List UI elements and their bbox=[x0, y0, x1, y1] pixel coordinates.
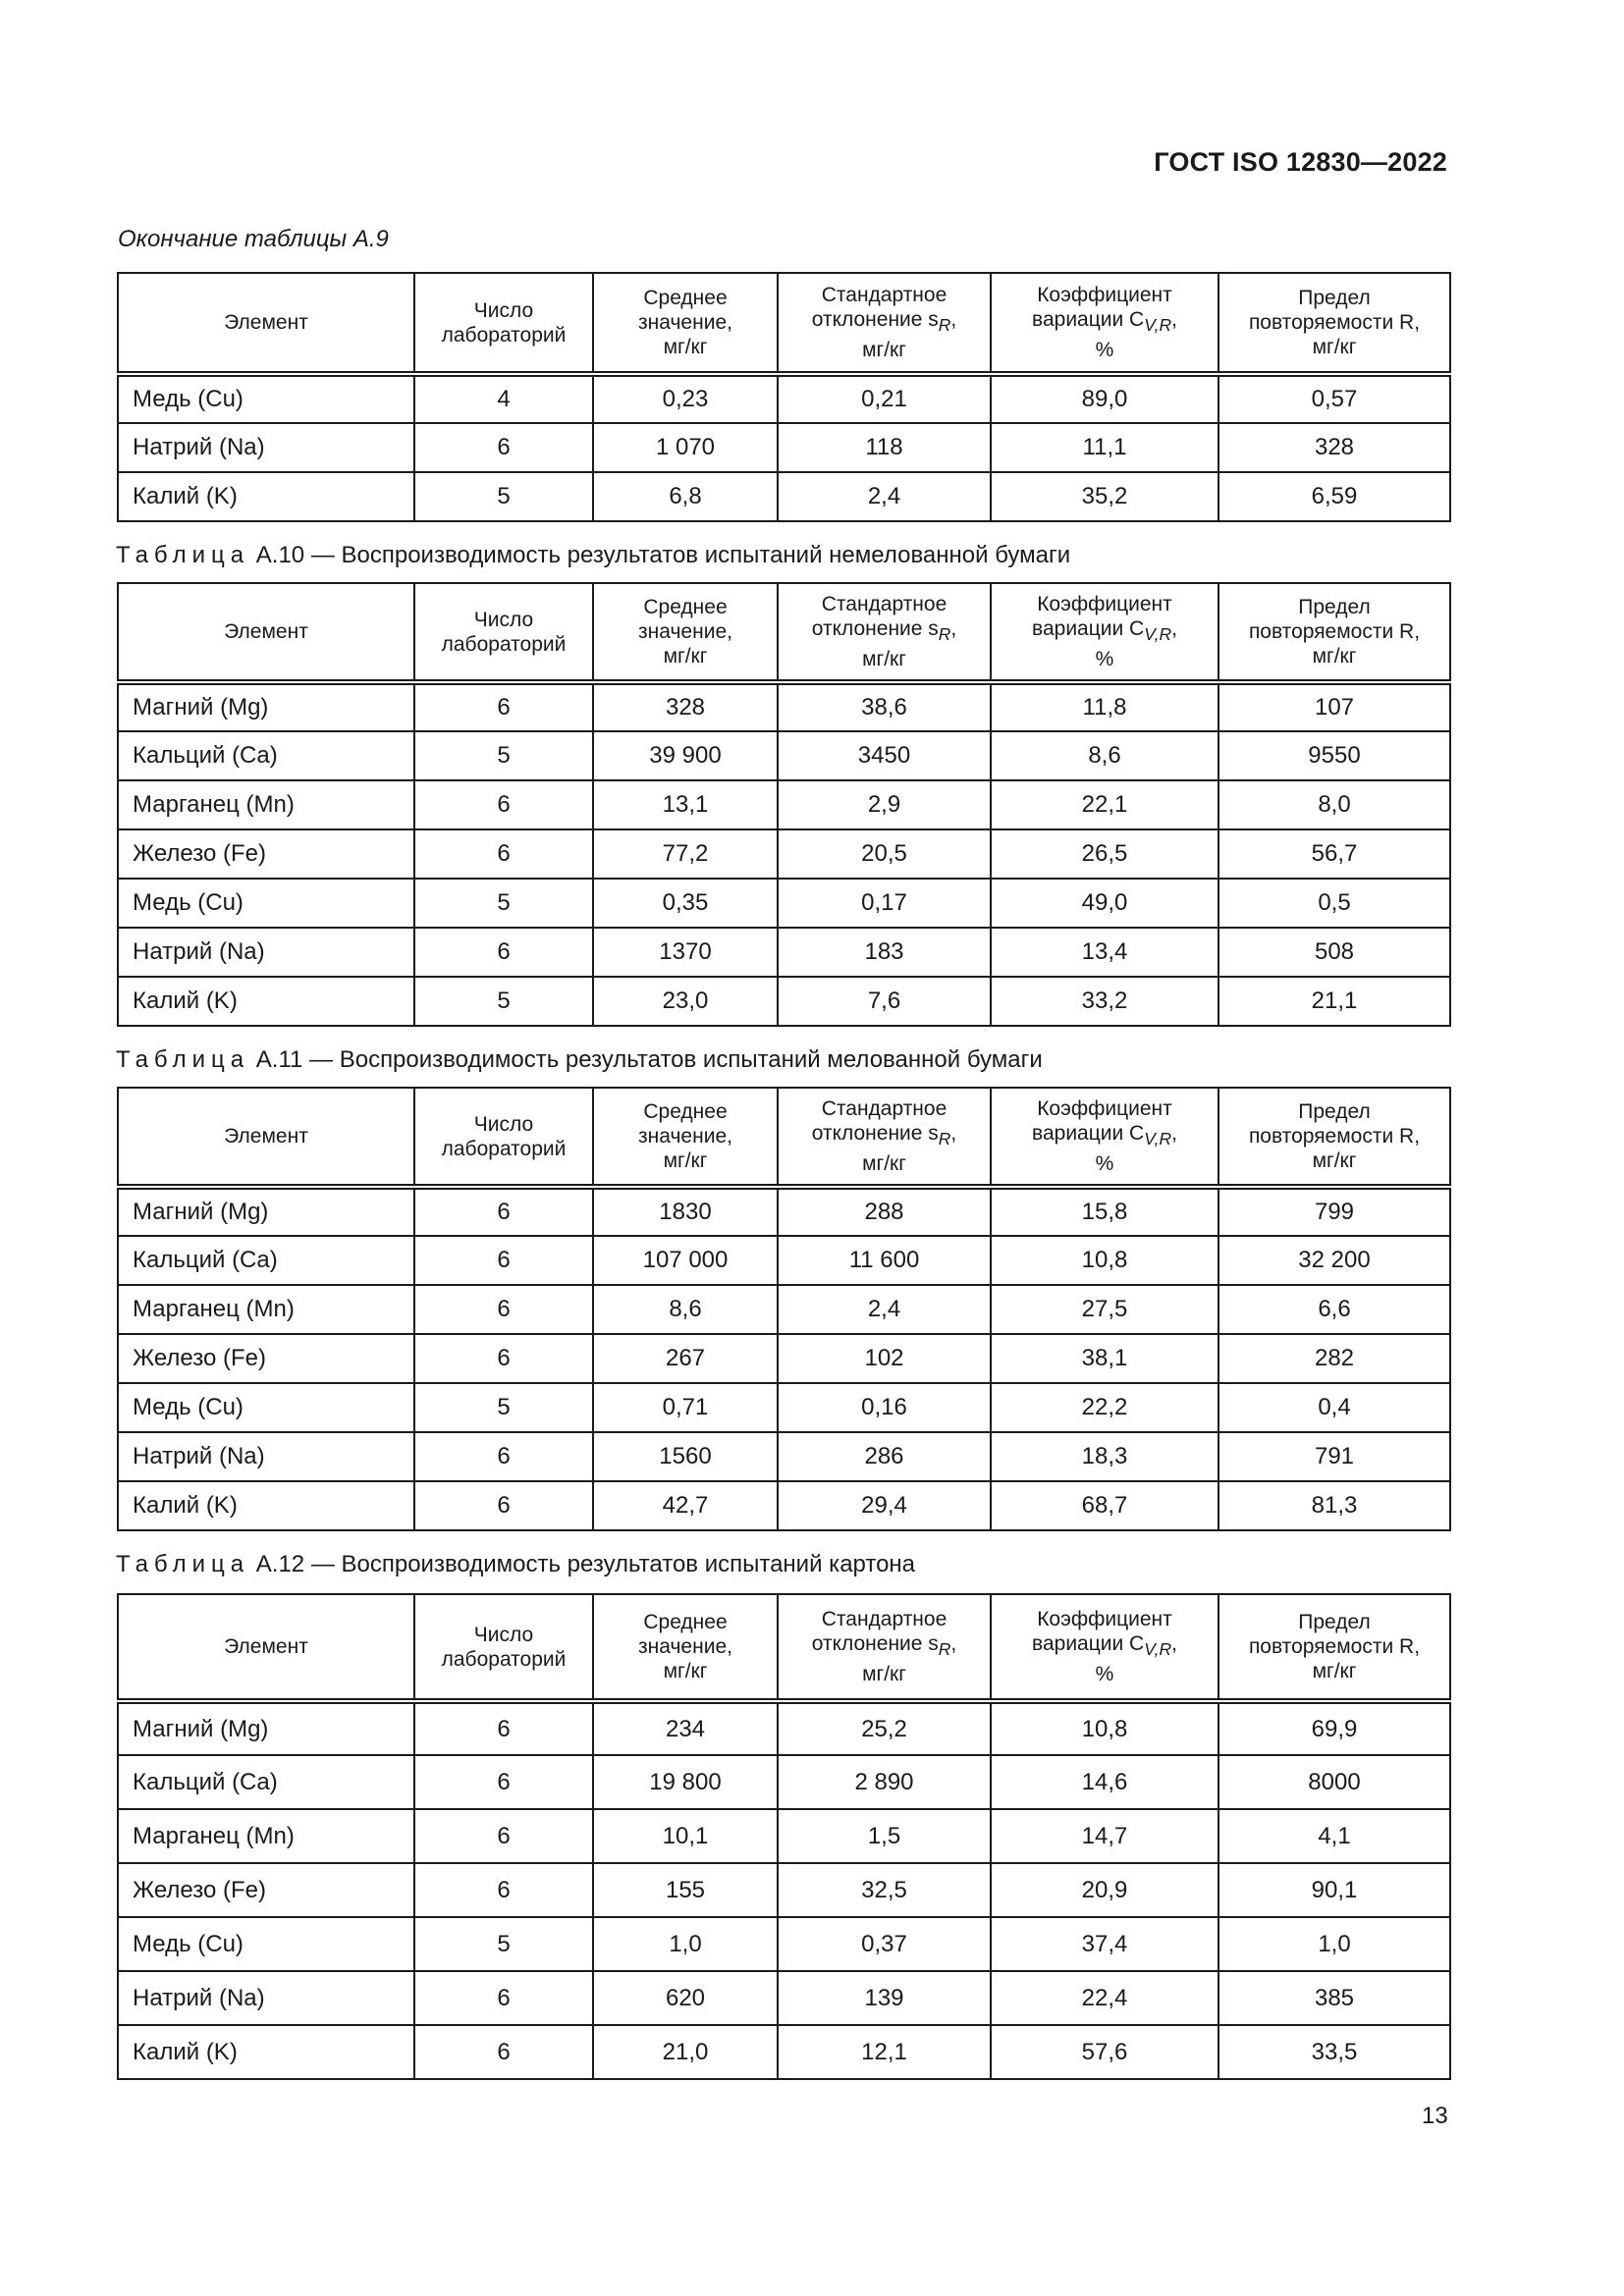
table-row bbox=[118, 731, 1450, 780]
cell-limit: 328 bbox=[1218, 423, 1450, 472]
cell-std-dev: 183 bbox=[778, 928, 991, 977]
cell-limit: 508 bbox=[1218, 928, 1450, 977]
header-element: Элемент bbox=[118, 1594, 414, 1701]
cell-lab-count: 6 bbox=[414, 829, 593, 879]
cell-element: Железо (Fe) bbox=[118, 829, 414, 879]
cell-lab-count: 5 bbox=[414, 472, 593, 521]
cell-lab-count: 6 bbox=[414, 423, 593, 472]
header-mean bbox=[593, 1088, 778, 1187]
cell-cv: 20,9 bbox=[991, 1863, 1218, 1917]
subscript: V,R bbox=[1144, 1129, 1172, 1149]
cell-mean: 267 bbox=[593, 1334, 778, 1383]
header-limit bbox=[1218, 583, 1450, 682]
cell-lab-count: 4 bbox=[414, 374, 593, 423]
table-row bbox=[118, 1917, 1450, 1971]
cell-element: Натрий (Na) bbox=[118, 1971, 414, 2025]
cell-std-dev: 29,4 bbox=[778, 1481, 991, 1530]
cell-element: Магний (Mg) bbox=[118, 1187, 414, 1236]
header-line: Предел bbox=[1298, 287, 1371, 309]
cell-mean: 155 bbox=[593, 1863, 778, 1917]
header-mean bbox=[593, 273, 778, 374]
header-line: , bbox=[1171, 1631, 1177, 1655]
cell-lab-count: 6 bbox=[414, 1334, 593, 1383]
header-line: отклонение s bbox=[811, 1631, 939, 1655]
cell-cv: 49,0 bbox=[991, 879, 1218, 928]
table-row bbox=[118, 928, 1450, 977]
cell-std-dev: 38,6 bbox=[778, 682, 991, 731]
cell-limit: 56,7 bbox=[1218, 829, 1450, 879]
table-label: Таблица bbox=[116, 1046, 250, 1073]
cell-element: Марганец (Mn) bbox=[118, 780, 414, 829]
cell-std-dev: 32,5 bbox=[778, 1863, 991, 1917]
cell-element: Калий (K) bbox=[118, 977, 414, 1026]
header-cv bbox=[991, 273, 1218, 374]
header-line: , bbox=[950, 1631, 957, 1655]
header-line: Предел bbox=[1298, 1100, 1371, 1123]
cell-mean: 21,0 bbox=[593, 2025, 778, 2079]
cell-mean: 19 800 bbox=[593, 1755, 778, 1809]
cell-mean: 39 900 bbox=[593, 731, 778, 780]
cell-lab-count: 6 bbox=[414, 1285, 593, 1334]
document-header: ГОСТ ISO 12830—2022 bbox=[1154, 147, 1447, 177]
cell-limit: 791 bbox=[1218, 1432, 1450, 1481]
header-line: Стандартное bbox=[821, 592, 947, 615]
header-line: % bbox=[1095, 1152, 1114, 1176]
cell-limit: 21,1 bbox=[1218, 977, 1450, 1026]
cell-std-dev: 2 890 bbox=[778, 1755, 991, 1809]
cell-std-dev: 20,5 bbox=[778, 829, 991, 879]
cell-element: Калий (K) bbox=[118, 1481, 414, 1530]
cell-lab-count: 5 bbox=[414, 1917, 593, 1971]
header-line: отклонение s bbox=[811, 616, 939, 640]
cell-lab-count: 6 bbox=[414, 1809, 593, 1863]
header-line: % bbox=[1095, 648, 1114, 671]
table-row bbox=[118, 1187, 1450, 1236]
subscript: V,R bbox=[1144, 315, 1172, 336]
cell-cv: 13,4 bbox=[991, 928, 1218, 977]
header-cv bbox=[991, 1594, 1218, 1701]
header-line: Среднее bbox=[643, 596, 728, 618]
cell-std-dev: 0,21 bbox=[778, 374, 991, 423]
header-line: Коэффициент bbox=[1037, 592, 1172, 615]
header-line: , bbox=[1171, 1121, 1177, 1145]
table-row bbox=[118, 1809, 1450, 1863]
cell-cv: 89,0 bbox=[991, 374, 1218, 423]
header-mean bbox=[593, 1594, 778, 1701]
header-line: Коэффициент bbox=[1037, 283, 1172, 306]
cell-mean: 1,0 bbox=[593, 1917, 778, 1971]
cell-std-dev: 118 bbox=[778, 423, 991, 472]
cell-std-dev: 286 bbox=[778, 1432, 991, 1481]
table-row bbox=[118, 682, 1450, 731]
cell-element: Медь (Cu) bbox=[118, 374, 414, 423]
cell-mean: 620 bbox=[593, 1971, 778, 2025]
table-title: А.10 — Воспроизводимость результатов испытаний немелованной бумаги bbox=[255, 542, 1071, 568]
cell-mean: 13,1 bbox=[593, 780, 778, 829]
header-line: мг/кг bbox=[663, 645, 708, 667]
cell-std-dev: 2,9 bbox=[778, 780, 991, 829]
cell-std-dev: 0,17 bbox=[778, 879, 991, 928]
cell-cv: 37,4 bbox=[991, 1917, 1218, 1971]
table-row bbox=[118, 472, 1450, 521]
cell-cv: 68,7 bbox=[991, 1481, 1218, 1530]
cell-mean: 10,1 bbox=[593, 1809, 778, 1863]
cell-std-dev: 102 bbox=[778, 1334, 991, 1383]
cell-cv: 38,1 bbox=[991, 1334, 1218, 1383]
table-row bbox=[118, 374, 1450, 423]
table-label: Таблица bbox=[116, 542, 250, 568]
cell-mean: 1370 bbox=[593, 928, 778, 977]
header-element: Элемент bbox=[118, 273, 414, 374]
header-line: Стандартное bbox=[821, 1096, 947, 1120]
cell-cv: 33,2 bbox=[991, 977, 1218, 1026]
cell-cv: 10,8 bbox=[991, 1236, 1218, 1285]
table-row bbox=[118, 1701, 1450, 1755]
cell-element: Натрий (Na) bbox=[118, 1432, 414, 1481]
cell-limit: 799 bbox=[1218, 1187, 1450, 1236]
header-line: отклонение s bbox=[811, 307, 939, 331]
cell-element: Железо (Fe) bbox=[118, 1334, 414, 1383]
table-row bbox=[118, 1383, 1450, 1432]
table-row bbox=[118, 1481, 1450, 1530]
cell-cv: 35,2 bbox=[991, 472, 1218, 521]
cell-mean: 0,35 bbox=[593, 879, 778, 928]
table-title: А.12 — Воспроизводимость результатов испытаний картона bbox=[255, 1551, 916, 1577]
header-line: мг/кг bbox=[1312, 645, 1357, 667]
header-line: % bbox=[1095, 1663, 1114, 1686]
cell-cv: 14,6 bbox=[991, 1755, 1218, 1809]
header-limit bbox=[1218, 1594, 1450, 1701]
cell-lab-count: 6 bbox=[414, 1236, 593, 1285]
cell-cv: 26,5 bbox=[991, 829, 1218, 879]
table-a11 bbox=[117, 1087, 1451, 1531]
cell-mean: 107 000 bbox=[593, 1236, 778, 1285]
cell-mean: 0,71 bbox=[593, 1383, 778, 1432]
header-limit bbox=[1218, 273, 1450, 374]
header-line: вариации C bbox=[1032, 307, 1145, 331]
cell-cv: 57,6 bbox=[991, 2025, 1218, 2079]
cell-cv: 27,5 bbox=[991, 1285, 1218, 1334]
cell-limit: 0,5 bbox=[1218, 879, 1450, 928]
cell-lab-count: 6 bbox=[414, 2025, 593, 2079]
table-row bbox=[118, 1236, 1450, 1285]
cell-lab-count: 5 bbox=[414, 879, 593, 928]
header-line: Коэффициент bbox=[1037, 1096, 1172, 1120]
cell-element: Медь (Cu) bbox=[118, 1917, 414, 1971]
cell-limit: 32 200 bbox=[1218, 1236, 1450, 1285]
table-row bbox=[118, 780, 1450, 829]
header-line: мг/кг bbox=[1312, 1149, 1357, 1172]
cell-cv: 15,8 bbox=[991, 1187, 1218, 1236]
header-line: мг/кг bbox=[663, 336, 708, 358]
cell-element: Магний (Mg) bbox=[118, 682, 414, 731]
table-row bbox=[118, 829, 1450, 879]
header-line: вариации C bbox=[1032, 616, 1145, 640]
header-line: повторяемости R, bbox=[1248, 1635, 1421, 1658]
cell-cv: 11,8 bbox=[991, 682, 1218, 731]
cell-mean: 0,23 bbox=[593, 374, 778, 423]
cell-cv: 18,3 bbox=[991, 1432, 1218, 1481]
cell-std-dev: 2,4 bbox=[778, 472, 991, 521]
header-line: вариации C bbox=[1032, 1121, 1145, 1145]
cell-limit: 81,3 bbox=[1218, 1481, 1450, 1530]
cell-element: Калий (K) bbox=[118, 2025, 414, 2079]
cell-limit: 6,59 bbox=[1218, 472, 1450, 521]
cell-std-dev: 12,1 bbox=[778, 2025, 991, 2079]
cell-std-dev: 0,37 bbox=[778, 1917, 991, 1971]
header-line: мг/кг bbox=[1312, 336, 1357, 358]
header-std-dev bbox=[778, 1594, 991, 1701]
cell-std-dev: 139 bbox=[778, 1971, 991, 2025]
cell-cv: 8,6 bbox=[991, 731, 1218, 780]
cell-element: Марганец (Mn) bbox=[118, 1285, 414, 1334]
header-lab-count: Число лабораторий bbox=[414, 583, 593, 682]
header-line: значение, bbox=[638, 1125, 732, 1148]
table-row bbox=[118, 1755, 1450, 1809]
cell-cv: 22,4 bbox=[991, 1971, 1218, 2025]
cell-cv: 11,1 bbox=[991, 423, 1218, 472]
header-line: Среднее bbox=[643, 287, 728, 309]
cell-limit: 8,0 bbox=[1218, 780, 1450, 829]
cell-limit: 107 bbox=[1218, 682, 1450, 731]
subscript: R bbox=[938, 315, 951, 336]
cell-element: Кальций (Ca) bbox=[118, 1755, 414, 1809]
cell-element: Кальций (Ca) bbox=[118, 731, 414, 780]
cell-limit: 0,4 bbox=[1218, 1383, 1450, 1432]
header-line: мг/кг bbox=[862, 648, 906, 671]
cell-cv: 14,7 bbox=[991, 1809, 1218, 1863]
header-line: значение, bbox=[638, 1635, 732, 1658]
table-a9-caption: Окончание таблицы А.9 bbox=[118, 226, 389, 252]
table-row bbox=[118, 879, 1450, 928]
header-line: Коэффициент bbox=[1037, 1607, 1172, 1630]
header-line: мг/кг bbox=[1312, 1660, 1357, 1682]
cell-mean: 23,0 bbox=[593, 977, 778, 1026]
table-row bbox=[118, 1971, 1450, 2025]
table-row bbox=[118, 1432, 1450, 1481]
cell-element: Натрий (Na) bbox=[118, 423, 414, 472]
cell-mean: 328 bbox=[593, 682, 778, 731]
cell-cv: 10,8 bbox=[991, 1701, 1218, 1755]
header-line: Стандартное bbox=[821, 283, 947, 306]
table-row bbox=[118, 1334, 1450, 1383]
header-line: вариации C bbox=[1032, 1631, 1145, 1655]
header-line: Стандартное bbox=[821, 1607, 947, 1630]
header-line: отклонение s bbox=[811, 1121, 939, 1145]
header-cv bbox=[991, 1088, 1218, 1187]
table-a10-caption bbox=[116, 542, 1070, 569]
cell-limit: 4,1 bbox=[1218, 1809, 1450, 1863]
header-lab-count: Число лабораторий bbox=[414, 1088, 593, 1187]
cell-limit: 1,0 bbox=[1218, 1917, 1450, 1971]
cell-std-dev: 288 bbox=[778, 1187, 991, 1236]
table-row bbox=[118, 423, 1450, 472]
cell-mean: 1560 bbox=[593, 1432, 778, 1481]
header-std-dev bbox=[778, 583, 991, 682]
cell-cv: 22,2 bbox=[991, 1383, 1218, 1432]
header-line: значение, bbox=[638, 620, 732, 643]
table-label: Таблица bbox=[116, 1551, 250, 1577]
table-row bbox=[118, 2025, 1450, 2079]
cell-limit: 6,6 bbox=[1218, 1285, 1450, 1334]
header-lab-count: Число лабораторий bbox=[414, 273, 593, 374]
header-line: Среднее bbox=[643, 1100, 728, 1123]
header-line: , bbox=[950, 616, 957, 640]
header-line: Предел bbox=[1298, 1611, 1371, 1633]
subscript: R bbox=[938, 1129, 951, 1149]
cell-std-dev: 3450 bbox=[778, 731, 991, 780]
cell-lab-count: 6 bbox=[414, 682, 593, 731]
subscript: R bbox=[938, 624, 951, 645]
cell-lab-count: 5 bbox=[414, 1383, 593, 1432]
cell-mean: 42,7 bbox=[593, 1481, 778, 1530]
cell-std-dev: 0,16 bbox=[778, 1383, 991, 1432]
header-line: мг/кг bbox=[663, 1660, 708, 1682]
table-a12-caption bbox=[116, 1551, 915, 1578]
cell-element: Магний (Mg) bbox=[118, 1701, 414, 1755]
cell-element: Марганец (Mn) bbox=[118, 1809, 414, 1863]
header-line: мг/кг bbox=[862, 1663, 906, 1686]
cell-lab-count: 5 bbox=[414, 977, 593, 1026]
header-row bbox=[118, 1088, 1450, 1187]
cell-mean: 6,8 bbox=[593, 472, 778, 521]
cell-element: Натрий (Na) bbox=[118, 928, 414, 977]
table-a11-caption bbox=[116, 1046, 1043, 1074]
header-row bbox=[118, 583, 1450, 682]
header-element: Элемент bbox=[118, 583, 414, 682]
table-row bbox=[118, 1863, 1450, 1917]
cell-limit: 33,5 bbox=[1218, 2025, 1450, 2079]
cell-limit: 8000 bbox=[1218, 1755, 1450, 1809]
cell-element: Кальций (Ca) bbox=[118, 1236, 414, 1285]
cell-lab-count: 6 bbox=[414, 1187, 593, 1236]
header-line: , bbox=[1171, 616, 1177, 640]
header-element: Элемент bbox=[118, 1088, 414, 1187]
header-line: повторяемости R, bbox=[1248, 311, 1421, 334]
cell-limit: 0,57 bbox=[1218, 374, 1450, 423]
cell-limit: 9550 bbox=[1218, 731, 1450, 780]
cell-lab-count: 6 bbox=[414, 780, 593, 829]
cell-lab-count: 6 bbox=[414, 928, 593, 977]
subscript: V,R bbox=[1144, 624, 1172, 645]
table-a12 bbox=[117, 1593, 1451, 2080]
cell-std-dev: 7,6 bbox=[778, 977, 991, 1026]
cell-lab-count: 5 bbox=[414, 731, 593, 780]
cell-mean: 1830 bbox=[593, 1187, 778, 1236]
cell-element: Калий (K) bbox=[118, 472, 414, 521]
cell-mean: 77,2 bbox=[593, 829, 778, 879]
header-line: , bbox=[1171, 307, 1177, 331]
header-row bbox=[118, 1594, 1450, 1701]
header-line: значение, bbox=[638, 311, 732, 334]
cell-element: Медь (Cu) bbox=[118, 1383, 414, 1432]
cell-std-dev: 25,2 bbox=[778, 1701, 991, 1755]
header-line: мг/кг bbox=[862, 339, 906, 362]
cell-cv: 22,1 bbox=[991, 780, 1218, 829]
cell-std-dev: 2,4 bbox=[778, 1285, 991, 1334]
cell-lab-count: 6 bbox=[414, 1971, 593, 2025]
page-number: 13 bbox=[1422, 2103, 1448, 2129]
header-line: , bbox=[950, 307, 957, 331]
header-row bbox=[118, 273, 1450, 374]
header-std-dev bbox=[778, 1088, 991, 1187]
cell-limit: 69,9 bbox=[1218, 1701, 1450, 1755]
cell-limit: 385 bbox=[1218, 1971, 1450, 2025]
table-a9 bbox=[117, 272, 1451, 522]
cell-element: Медь (Cu) bbox=[118, 879, 414, 928]
header-mean bbox=[593, 583, 778, 682]
header-limit bbox=[1218, 1088, 1450, 1187]
header-line: , bbox=[950, 1121, 957, 1145]
header-line: Предел bbox=[1298, 596, 1371, 618]
cell-lab-count: 6 bbox=[414, 1481, 593, 1530]
header-line: мг/кг bbox=[862, 1152, 906, 1176]
header-line: Среднее bbox=[643, 1611, 728, 1633]
table-row bbox=[118, 1285, 1450, 1334]
cell-mean: 234 bbox=[593, 1701, 778, 1755]
header-lab-count: Число лабораторий bbox=[414, 1594, 593, 1701]
cell-limit: 90,1 bbox=[1218, 1863, 1450, 1917]
subscript: V,R bbox=[1144, 1639, 1172, 1660]
header-cv bbox=[991, 583, 1218, 682]
cell-mean: 8,6 bbox=[593, 1285, 778, 1334]
cell-mean: 1 070 bbox=[593, 423, 778, 472]
header-std-dev bbox=[778, 273, 991, 374]
table-a10 bbox=[117, 582, 1451, 1027]
cell-limit: 282 bbox=[1218, 1334, 1450, 1383]
cell-std-dev: 1,5 bbox=[778, 1809, 991, 1863]
cell-std-dev: 11 600 bbox=[778, 1236, 991, 1285]
cell-element: Железо (Fe) bbox=[118, 1863, 414, 1917]
header-line: мг/кг bbox=[663, 1149, 708, 1172]
cell-lab-count: 6 bbox=[414, 1755, 593, 1809]
header-line: повторяемости R, bbox=[1248, 620, 1421, 643]
subscript: R bbox=[938, 1639, 951, 1660]
table-row bbox=[118, 977, 1450, 1026]
cell-lab-count: 6 bbox=[414, 1863, 593, 1917]
table-title: А.11 — Воспроизводимость результатов испытаний мелованной бумаги bbox=[255, 1046, 1043, 1073]
header-line: % bbox=[1095, 339, 1114, 362]
cell-lab-count: 6 bbox=[414, 1701, 593, 1755]
header-line: повторяемости R, bbox=[1248, 1125, 1421, 1148]
cell-lab-count: 6 bbox=[414, 1432, 593, 1481]
